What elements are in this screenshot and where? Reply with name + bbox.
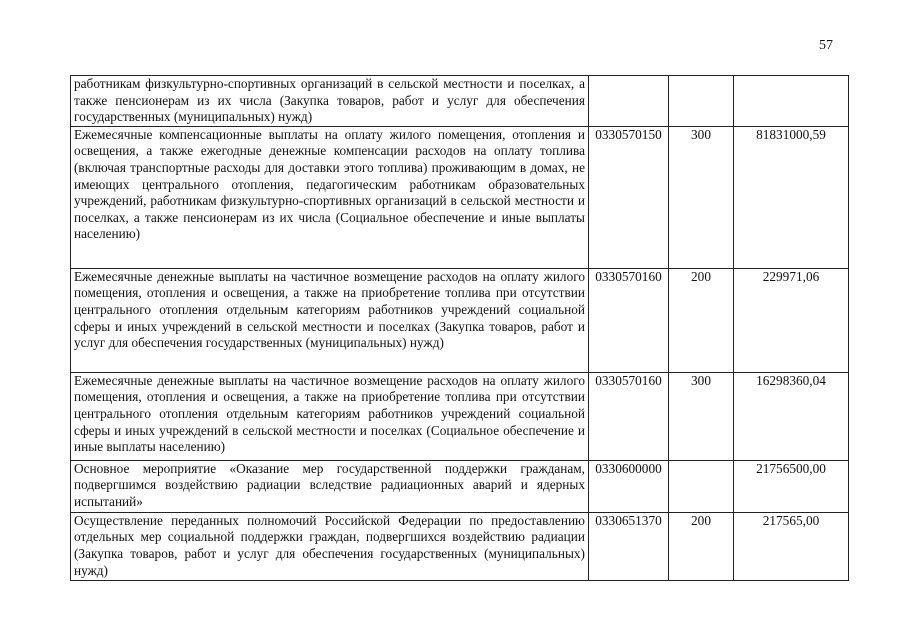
- row-description: работникам физкультурно-спортивных организаций в сельской местности и поселках, а также пенсионерам из их числа (Закупка товаров, работ и услуг для обеспечения государственных (муниципальных) нужд): [71, 76, 589, 127]
- row-target-code: 0330600000: [589, 460, 669, 512]
- table-row: [71, 512, 849, 580]
- row-amount: 81831000,59: [734, 126, 849, 268]
- row-amount: 21756500,00: [734, 460, 849, 512]
- budget-table: [70, 75, 849, 581]
- row-expense-type: 300: [669, 126, 734, 268]
- row-description: Основное мероприятие «Оказание мер государственной поддержки гражданам, подвергшимся воздействию радиации вследствие радиационных аварий и ядерных испытаний»: [71, 460, 589, 512]
- row-amount: 217565,00: [734, 512, 849, 580]
- row-description: Ежемесячные компенсационные выплаты на оплату жилого помещения, отопления и освещения, а также ежегодные денежные компенсации расходов на оплату топлива (включая транспортные расходы для доставки этого топлива) проживающим в домах, не имеющих центрального отопления, педагогическим работникам образовательных учреждений, работникам физкультурно-спортивных организаций в сельской местности и поселках, а также пенсионерам из их числа (Социальное обеспечение и иные выплаты населению): [71, 126, 589, 268]
- row-description: Осуществление переданных полномочий Российской Федерации по предоставлению отдельных мер социальной поддержки граждан, подвергшихся воздействию радиации (Закупка товаров, работ и услуг для обеспечения государственных (муниципальных) нужд): [71, 512, 589, 580]
- table-row: [71, 76, 849, 127]
- row-amount: 229971,06: [734, 268, 849, 372]
- row-description: Ежемесячные денежные выплаты на частичное возмещение расходов на оплату жилого помещения, отопления и освещения, а также на приобретение топлива при отсутствии центрального отопления отдельным категориям работников учреждений социальной сферы и иных учреждений в сельской местности и поселках (Закупка товаров, работ и услуг для обеспечения государственных (муниципальных) нужд): [71, 268, 589, 372]
- table-row: [71, 126, 849, 268]
- row-expense-type: 300: [669, 372, 734, 460]
- row-target-code: [589, 76, 669, 127]
- table-row: [71, 268, 849, 372]
- row-expense-type: [669, 76, 734, 127]
- row-target-code: 0330570150: [589, 126, 669, 268]
- row-description: Ежемесячные денежные выплаты на частичное возмещение расходов на оплату жилого помещения, отопления и освещения, а также на приобретение топлива при отсутствии центрального отопления отдельным категориям работников учреждений социальной сферы и иных учреждений в сельской местности и поселках (Социальное обеспечение и иные выплаты населению): [71, 372, 589, 460]
- table-row: [71, 460, 849, 512]
- table-row: [71, 372, 849, 460]
- row-expense-type: [669, 460, 734, 512]
- row-expense-type: 200: [669, 268, 734, 372]
- row-target-code: 0330570160: [589, 268, 669, 372]
- row-target-code: 0330651370: [589, 512, 669, 580]
- row-amount: [734, 76, 849, 127]
- page-number: 57: [819, 38, 833, 53]
- row-target-code: 0330570160: [589, 372, 669, 460]
- row-expense-type: 200: [669, 512, 734, 580]
- row-amount: 16298360,04: [734, 372, 849, 460]
